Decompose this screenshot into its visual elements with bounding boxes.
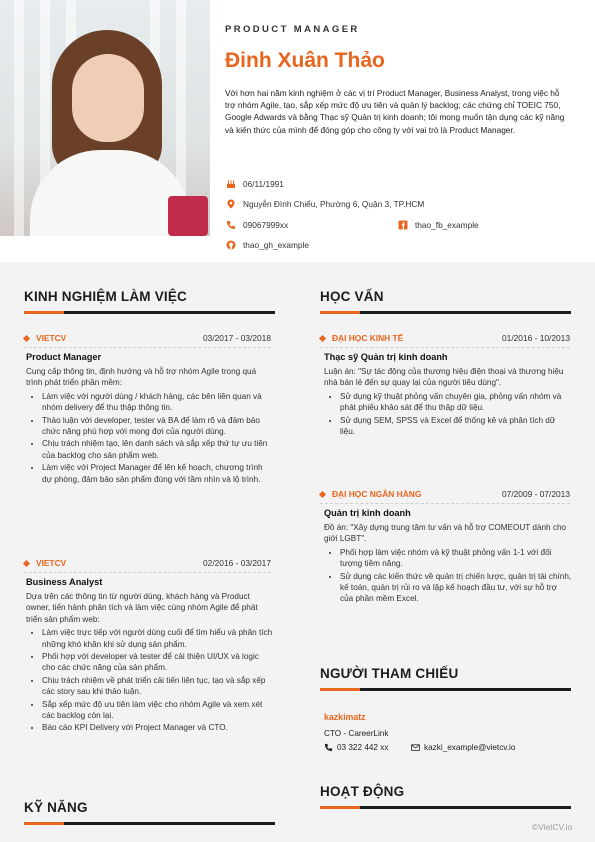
education-2-bullets [324, 547, 572, 605]
profile-photo [0, 0, 210, 236]
section-rule-accent [320, 311, 360, 314]
reference-phone[interactable] [324, 743, 388, 752]
location-pin-icon [225, 198, 237, 210]
section-title-activities: HOẠT ĐỘNG [320, 784, 405, 799]
section-rule [360, 311, 571, 314]
contact-address [225, 198, 424, 210]
experience-1-title: Product Manager [26, 352, 102, 362]
education-1-head [320, 333, 570, 348]
facebook-text: thao_fb_example [415, 220, 479, 230]
list-item: • Chịu trách nhiệm tạo, lên danh sách và sắp xếp thứ tự ưu tiên của backlog cho sản phẩm web. [42, 438, 274, 461]
address-text: Nguyễn Đình Chiểu, Phường 6, Quận 3, TP.HCM [243, 199, 425, 209]
header [225, 24, 575, 136]
reference-phone-text: 03 322 442 xx [337, 743, 389, 752]
education-2-school: ĐẠI HỌC NGÂN HÀNG [332, 489, 422, 499]
list-item: • Chịu trách nhiệm về phát triển cải tiến liên tục, tạo và sắp xếp các story sau khi thảo luận. [42, 675, 274, 698]
list-item: • Làm việc với Project Manager để lên kế hoạch, chương trình dự phòng, đảm bảo sản phẩm đúng với tầm nhìn và lộ trình. [42, 462, 274, 485]
list-item: • Phối hợp làm việc nhóm và kỹ thuật phỏng vấn 1-1 với đối tượng tiềm năng. [340, 547, 572, 570]
education-1-intro: Luận án: "Sự tác động của thương hiệu điện thoại và thương hiệu nhà bán lẻ đến sự quay lại của người tiêu dùng". [324, 367, 564, 388]
section-title-education: HỌC VẤN [320, 289, 384, 304]
section-rule-accent [24, 311, 64, 314]
section-rule-accent [320, 688, 360, 691]
list-item: • Làm việc trực tiếp với người dùng cuối để tìm hiểu và phân tích những khó khăn khi sử dụng sản phẩm. [42, 627, 274, 650]
diamond-bullet-icon [23, 559, 30, 566]
list-item: • Thảo luận với developer, tester và BA để làm rõ và đảm bảo chức năng phù hợp với mong đợi của người dùng. [42, 415, 274, 438]
contact-github[interactable] [225, 239, 309, 251]
candidate-name: Đinh Xuân Thảo [225, 49, 385, 72]
cake-icon [225, 178, 237, 190]
list-item: • Sử dụng SEM, SPSS và Excel để thống kê và phân tích dữ liệu. [340, 415, 572, 438]
reference-name: kazkimatz [324, 712, 366, 722]
phone-text: 09067999xx [243, 220, 289, 230]
education-1-bullets [324, 391, 572, 438]
experience-1-head [24, 333, 271, 348]
education-2-title: Quản trị kinh doanh [324, 508, 411, 518]
section-rule [64, 311, 275, 314]
experience-1-company: VIETCV [36, 333, 67, 343]
diamond-bullet-icon [23, 334, 30, 341]
education-1-school: ĐẠI HỌC KINH TẾ [332, 333, 404, 343]
section-rule-accent [320, 806, 360, 809]
contact-phone[interactable] [225, 219, 288, 231]
list-item: • Sử dụng các kiến thức về quản trị chiến lược, quản trị tài chính, kế toán, quản trị rủi ro và lập kế hoạch đầu tư, với sự hỗ trợ của phần mềm Excel. [340, 571, 572, 605]
phone-icon [324, 743, 333, 752]
diamond-bullet-icon [319, 490, 326, 497]
diamond-bullet-icon [319, 334, 326, 341]
education-1-title: Thạc sỹ Quản trị kinh doanh [324, 352, 448, 362]
education-2-body [324, 522, 572, 606]
phone-icon [225, 219, 237, 231]
career-summary: Với hơn hai năm kinh nghiệm ở các vị trí Product Manager, Business Analyst, trong việc hỗ trợ nhóm Agile, tạo, sắp xếp mức độ ưu tiên và quản lý backlog; các chứng chỉ TOEIC 750, Google Adwards và bằng Thạc sỹ Quản trị kinh doanh; tôi mong muốn tận dụng các kỹ năng và kiến thức của mình để đóng góp cho công ty với vai trò là Product Manager. [225, 88, 565, 135]
list-item: • Báo cáo KPI Delivery với Project Manager và CTO. [42, 722, 274, 733]
contact-birthday [225, 178, 284, 190]
list-item: • Phối hợp với developer và tester để cải thiện UI/UX và logic cho các chức năng của sản phẩm. [42, 651, 274, 674]
facebook-icon [397, 219, 409, 231]
section-rule [360, 806, 571, 809]
experience-2-bullets [26, 627, 274, 734]
experience-2-intro: Dựa trên các thông tin từ người dùng, khách hàng và Product owner, tiến hành phân tích và làm việc cùng nhóm Agile để phát triển sản phẩm web: [26, 592, 258, 624]
reference-position: CTO - CareerLink [324, 729, 389, 738]
section-rule-accent [24, 822, 64, 825]
education-2-head [320, 489, 570, 504]
list-item: • Sử dụng kỹ thuật phỏng vấn chuyên gia, phỏng vấn nhóm và phát phiếu khảo sát để thu thập dữ liệu. [340, 391, 572, 414]
experience-2-date: 02/2016 - 03/2017 [203, 558, 271, 568]
experience-1-intro: Cung cấp thông tin, định hướng và hỗ trợ nhóm Agile trong quá trình phát triển phần mềm: [26, 367, 257, 388]
experience-1-body [26, 366, 274, 486]
section-title-skills: KỸ NĂNG [24, 800, 88, 815]
envelope-icon [411, 743, 420, 752]
education-2-date: 07/2009 - 07/2013 [502, 489, 570, 499]
education-1-body [324, 366, 572, 438]
education-1-date: 01/2016 - 10/2013 [502, 333, 570, 343]
experience-1-bullets [26, 391, 274, 485]
contact-facebook[interactable] [397, 219, 479, 231]
watermark: ©VietCV.io [532, 822, 573, 832]
section-rule [360, 688, 571, 691]
experience-2-head [24, 558, 271, 573]
experience-1-date: 03/2017 - 03/2018 [203, 333, 271, 343]
reference-email-text: kazki_example@vietcv.io [424, 743, 516, 752]
github-icon [225, 239, 237, 251]
github-text: thao_gh_example [243, 240, 309, 250]
section-title-references: NGƯỜI THAM CHIẾU [320, 666, 459, 681]
list-item: • Sắp xếp mức độ ưu tiên làm việc cho nhóm Agile và xem xét các backlog còn lại. [42, 699, 274, 722]
birthday-text: 06/11/1991 [243, 179, 284, 189]
education-2-intro: Đồ án: "Xây dựng trung tâm tư vấn và hỗ trợ COMEOUT dành cho giới LGBT". [324, 523, 567, 544]
experience-2-title: Business Analyst [26, 577, 103, 587]
experience-2-company: VIETCV [36, 558, 67, 568]
experience-2-body [26, 591, 274, 735]
list-item: • Làm việc với người dùng / khách hàng, các bên liên quan và nhóm delivery để thu thập thông tin. [42, 391, 274, 414]
section-rule [64, 822, 275, 825]
reference-email[interactable] [411, 743, 515, 752]
job-role: PRODUCT MANAGER [225, 24, 360, 35]
section-title-experience: KINH NGHIỆM LÀM VIỆC [24, 289, 188, 304]
